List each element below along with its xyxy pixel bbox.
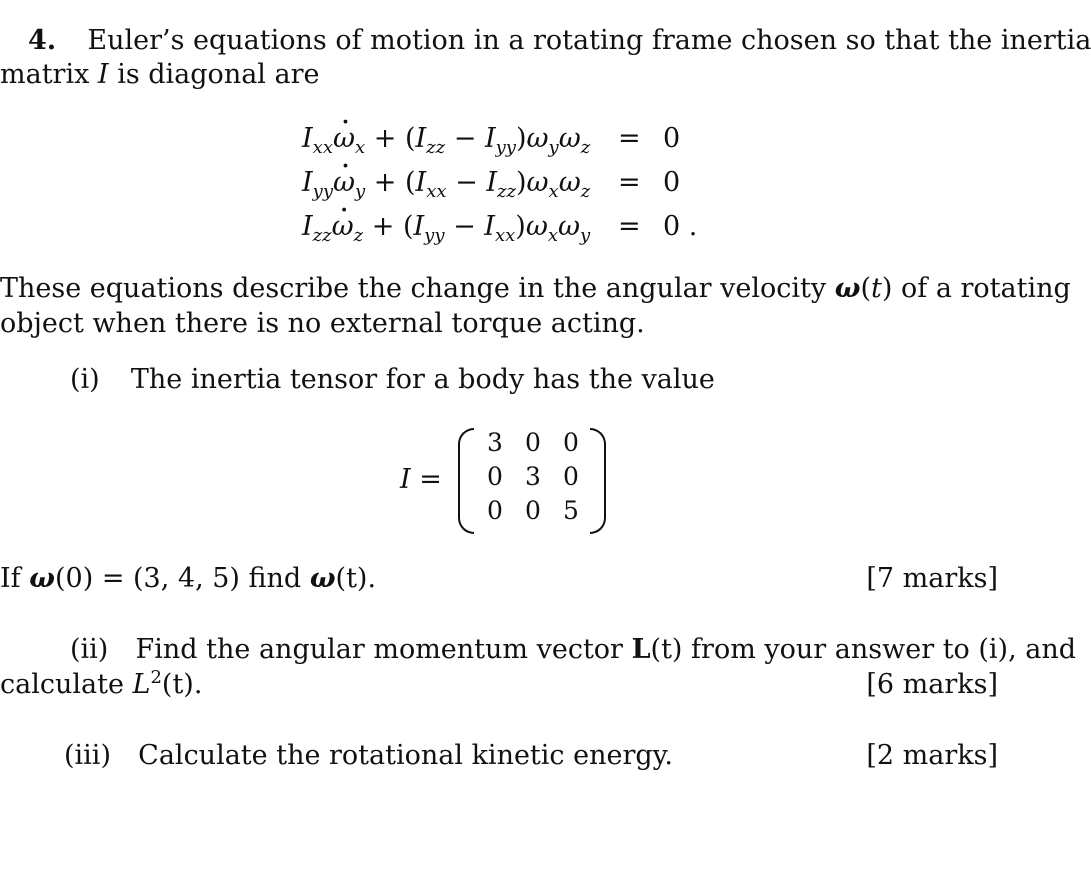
part-ii-text-pre: Find the angular momentum vector <box>135 634 623 665</box>
question-number: 4. <box>28 25 57 56</box>
intro-var-I: I <box>97 59 109 90</box>
matrix-cell: 0 <box>487 496 503 525</box>
intro-text: Euler’s equations of motion in a rotating frame chosen so that the inertia <box>87 25 1091 56</box>
matrix-cell: 0 <box>525 428 541 457</box>
part-i-question <box>0 562 376 596</box>
matrix-cell: 0 <box>487 462 503 491</box>
equals-sign: = <box>618 167 641 198</box>
part-iii-text: Calculate the rotational kinetic energy. <box>138 740 673 771</box>
matrix-cell: 0 <box>563 428 579 457</box>
part-ii-label: (ii) <box>70 634 109 665</box>
part-i-text: The inertia tensor for a body has the value <box>130 364 715 395</box>
part-iii-line <box>64 739 673 773</box>
omega-symbol: ω <box>29 563 55 594</box>
matrix-cell: 5 <box>563 496 579 525</box>
matrix-cell: 3 <box>487 428 503 457</box>
part-ii-line2-pre: calculate <box>0 669 124 700</box>
matrix-cell: 3 <box>525 462 541 491</box>
part-iii-marks: [2 marks] <box>866 740 998 771</box>
var-L: L <box>132 669 151 700</box>
description-line2: object when there is no external torque acting. <box>0 308 645 339</box>
equals-sign: = <box>618 123 641 154</box>
matrix-lhs: I = <box>400 464 442 495</box>
description-line1: These equations describe the change in the angular velocity ω(t) of a rotating <box>0 273 1071 304</box>
matrix-cell: 0 <box>563 462 579 491</box>
omega-symbol: ω <box>309 563 336 594</box>
part-iii-label: (iii) <box>64 740 111 771</box>
part-ii-line2-post: (t). <box>161 669 203 700</box>
intro-text-2b: is diagonal are <box>117 59 320 90</box>
part-i-question-mid: (0) = (3, 4, 5) find <box>54 563 302 594</box>
part-ii-line2 <box>0 668 202 705</box>
equation-2-rhs: 0 <box>663 167 681 198</box>
matrix-grid <box>476 428 590 530</box>
part-ii-line1 <box>70 633 1076 667</box>
question-intro-line2 <box>0 58 320 92</box>
vector-L: L <box>631 634 651 665</box>
superscript-2: 2 <box>150 667 162 688</box>
question-intro-line1 <box>28 24 1091 58</box>
description-text-post: of a rotating <box>901 273 1071 304</box>
equals-sign: = <box>618 211 641 242</box>
part-i-heading <box>70 363 715 397</box>
intro-text-2a: matrix <box>0 59 90 90</box>
omega-symbol: ω <box>834 273 861 304</box>
part-i-label: (i) <box>70 364 100 395</box>
left-paren <box>458 428 474 534</box>
part-i-question-post: (t). <box>335 563 377 594</box>
description-text: These equations describe the change in the angular velocity <box>0 273 827 304</box>
part-i-question-pre: If <box>0 563 21 594</box>
matrix-cell: 0 <box>525 496 541 525</box>
equation-2: $I_{yy}\cdot \omega_y + (I_{xx} - I_{zz})\omega_x\omega_z$ <box>302 166 590 203</box>
part-ii-marks: [6 marks] <box>866 669 998 700</box>
right-paren <box>590 428 606 534</box>
equation-3: $I_{zz}\cdot \omega_z + (I_{yy} - I_{xx})\omega_x\omega_y$ <box>302 210 590 247</box>
equation-1-rhs: 0 <box>663 123 681 154</box>
equation-1: $I_{xx}\cdot \omega_x + (I_{zz} - I_{yy})\omega_y\omega_z$ <box>302 122 590 159</box>
equation-3-rhs: 0 . <box>663 211 698 242</box>
part-ii-text-post: (t) from your answer to (i), and <box>650 634 1077 665</box>
part-i-marks: [7 marks] <box>866 563 998 594</box>
